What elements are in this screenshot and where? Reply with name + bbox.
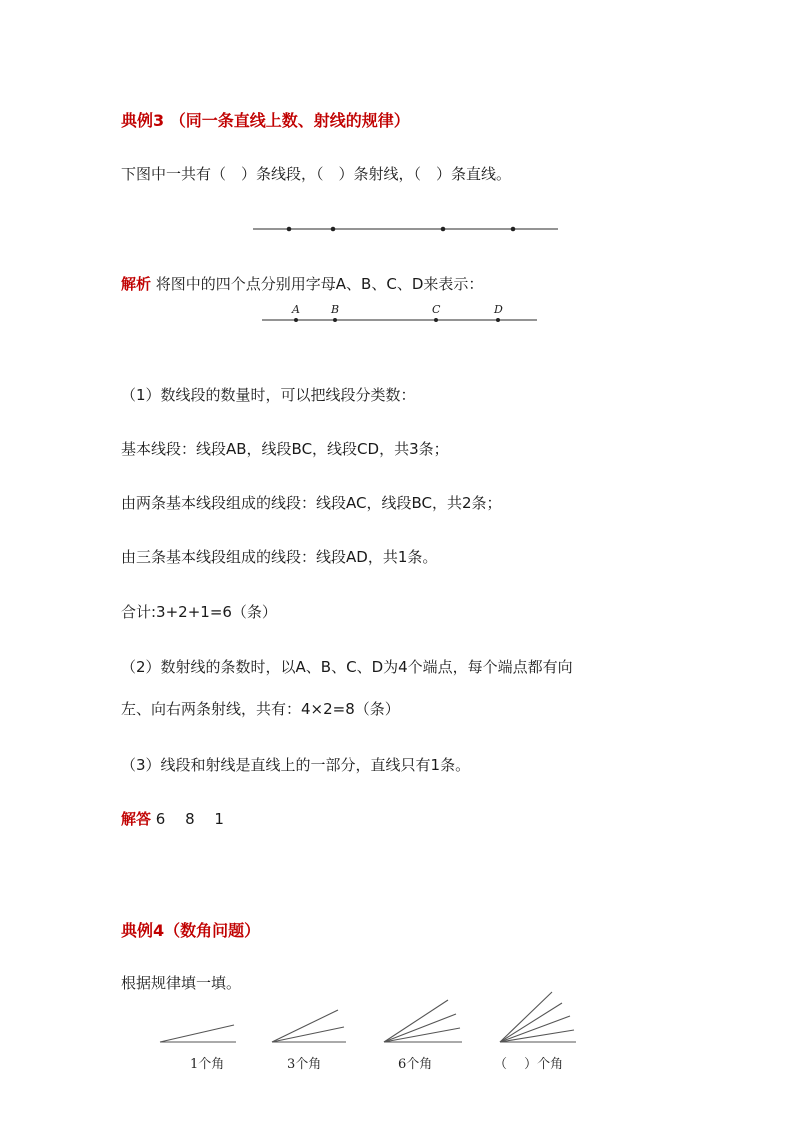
point-dot xyxy=(294,318,298,322)
point-label-a: A xyxy=(292,303,300,316)
angle-label-2: 3个角 xyxy=(287,1057,322,1072)
analysis-intro: 将图中的四个点分别用字母A、B、C、D来表示： xyxy=(155,275,484,293)
point-dot xyxy=(434,318,438,322)
angle-figure-2 xyxy=(272,1010,346,1042)
point-dot xyxy=(333,318,337,322)
example3-analysis xyxy=(121,273,483,294)
example3-question: 下图中一共有（ ）条线段，（ ）条射线，（ ）条直线。 xyxy=(121,165,512,183)
angle-label-3: 6个角 xyxy=(398,1057,433,1072)
answer-tag: 解答 xyxy=(121,810,152,828)
point-label-b: B xyxy=(331,303,340,316)
point-label-d: D xyxy=(494,303,503,316)
angle-figure-3 xyxy=(384,1000,462,1042)
point-dot xyxy=(511,227,516,232)
angle-label-4: （ ）个角 xyxy=(494,1057,564,1072)
line-figure-1 xyxy=(253,227,558,232)
point-dot xyxy=(287,227,292,232)
answer-values: 6 8 1 xyxy=(155,810,224,828)
point-dot xyxy=(441,227,446,232)
angle-figure-4 xyxy=(500,992,576,1042)
step-3: 由两条基本线段组成的线段：线段AC，线段BC，共2条； xyxy=(121,494,502,512)
angle-label-1: 1个角 xyxy=(190,1057,225,1072)
step-1: （1）数线段的数量时，可以把线段分类数： xyxy=(121,386,416,404)
angle-figure-1 xyxy=(160,1025,236,1042)
step-8: （3）线段和射线是直线上的一部分，直线只有1条。 xyxy=(121,756,471,774)
step-6: （2）数射线的条数时，以A、B、C、D为4个端点，每个端点都有向 xyxy=(121,658,573,676)
example4-question: 根据规律填一填。 xyxy=(121,974,242,992)
example4-title: 典例4（数角问题） xyxy=(121,921,261,940)
step-5: 合计:3+2+1=6（条） xyxy=(121,603,277,621)
step-2: 基本线段：线段AB，线段BC，线段CD，共3条； xyxy=(121,440,449,458)
example3-answer xyxy=(121,808,224,829)
line-figure-2 xyxy=(262,303,537,322)
point-label-c: C xyxy=(432,303,441,316)
analysis-tag: 解析 xyxy=(121,275,152,293)
point-dot xyxy=(331,227,336,232)
step-7: 左、向右两条射线，共有：4×2=8（条） xyxy=(121,700,400,718)
point-dot xyxy=(496,318,500,322)
example3-title: 典例3 （同一条直线上数、射线的规律） xyxy=(121,111,410,130)
step-4: 由三条基本线段组成的线段：线段AD，共1条。 xyxy=(121,548,438,566)
